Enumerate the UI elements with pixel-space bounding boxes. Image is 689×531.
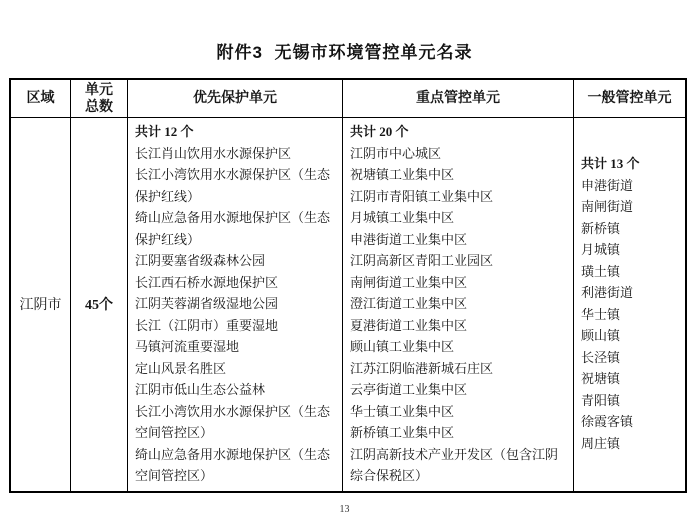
unit-item: 周庄镇 <box>581 435 621 451</box>
cell-region <box>11 118 71 491</box>
unit-item: 江阴市中心城区 <box>350 145 442 161</box>
unit-item: 长江小湾饮用水水源保护区（生态保护红线） <box>135 167 331 204</box>
header-key-label: 重点管控单元 <box>416 91 500 106</box>
unit-item: 江阴高新技术产业开发区（包含江阴综合保税区） <box>350 446 559 483</box>
unit-item: 新桥镇工业集中区 <box>350 425 455 440</box>
header-total-line2: 总数 <box>85 99 113 115</box>
unit-item: 祝塘镇 <box>581 371 621 387</box>
header-total-units <box>71 80 128 118</box>
document-title: 附件3 无锡市环境管控单元名录 <box>216 43 473 62</box>
header-priority-label: 优先保护单元 <box>193 91 277 106</box>
unit-item: 绮山应急备用水源地保护区（生态空间管控区） <box>135 446 331 483</box>
unit-item: 南闸街道工业集中区 <box>350 274 468 290</box>
unit-item: 月城镇 <box>581 242 621 258</box>
unit-item: 青阳镇 <box>581 392 621 408</box>
unit-item: 申港街道工业集中区 <box>350 231 468 247</box>
unit-item: 江阴芙蓉湖省级湿地公园 <box>135 296 279 311</box>
header-region <box>11 80 71 118</box>
cell-total-units <box>71 118 128 491</box>
general-summary: 共计 13 个 <box>581 156 640 172</box>
cell-priority-units <box>128 118 343 491</box>
header-region-label: 区域 <box>26 91 55 106</box>
unit-item: 长江小湾饮用水水源保护区（生态空间管控区） <box>135 403 331 440</box>
header-total-line1: 单元 <box>85 82 113 98</box>
general-unit-list <box>581 175 679 455</box>
region-value: 江阴市 <box>19 298 62 314</box>
unit-item: 祝塘镇工业集中区 <box>350 167 455 182</box>
cell-key-units <box>343 118 574 491</box>
total-units-value: 45个 <box>85 298 113 314</box>
page-number: 13 <box>339 504 350 515</box>
unit-item: 顾山镇工业集中区 <box>350 339 455 354</box>
unit-item: 长江西石桥水源地保护区 <box>135 274 279 290</box>
unit-item: 申港街道 <box>581 177 634 193</box>
unit-item: 澄江街道工业集中区 <box>350 296 468 311</box>
unit-item: 定山风景名胜区 <box>135 360 227 376</box>
unit-item: 南闸街道 <box>581 199 634 215</box>
unit-item: 华士镇工业集中区 <box>350 403 455 419</box>
unit-item: 江苏江阴临港新城石庄区 <box>350 360 494 376</box>
unit-item: 云亭街道工业集中区 <box>350 382 468 397</box>
unit-item: 长泾镇 <box>581 349 621 365</box>
cell-general-units <box>574 118 685 491</box>
unit-item: 江阴市低山生态公益林 <box>135 382 266 397</box>
priority-summary: 共计 12 个 <box>135 124 194 139</box>
header-priority-units <box>128 80 343 118</box>
unit-item: 江阴高新区青阳工业园区 <box>350 253 494 268</box>
unit-item: 璜土镇 <box>581 263 621 279</box>
unit-item: 江阴市青阳镇工业集中区 <box>350 188 494 204</box>
unit-item: 长江（江阴市）重要湿地 <box>135 317 279 333</box>
priority-unit-list <box>135 143 336 487</box>
unit-item: 月城镇工业集中区 <box>350 210 455 225</box>
header-general-units <box>574 80 685 118</box>
control-units-table <box>9 78 687 493</box>
header-general-label: 一般管控单元 <box>587 91 672 106</box>
key-summary: 共计 20 个 <box>350 124 409 139</box>
unit-item: 夏港街道工业集中区 <box>350 317 468 333</box>
key-unit-list <box>350 143 567 487</box>
unit-item: 利港街道 <box>581 285 634 301</box>
unit-item: 绮山应急备用水源地保护区（生态保护红线） <box>135 210 331 247</box>
unit-item: 华士镇 <box>581 306 621 322</box>
unit-item: 顾山镇 <box>581 328 621 344</box>
unit-item: 江阴要塞省级森林公园 <box>135 253 266 268</box>
unit-item: 徐霞客镇 <box>581 414 634 430</box>
unit-item: 马镇河流重要湿地 <box>135 339 240 354</box>
unit-item: 新桥镇 <box>581 220 621 236</box>
header-key-units <box>343 80 574 118</box>
unit-item: 长江肖山饮用水水源保护区 <box>135 145 292 161</box>
